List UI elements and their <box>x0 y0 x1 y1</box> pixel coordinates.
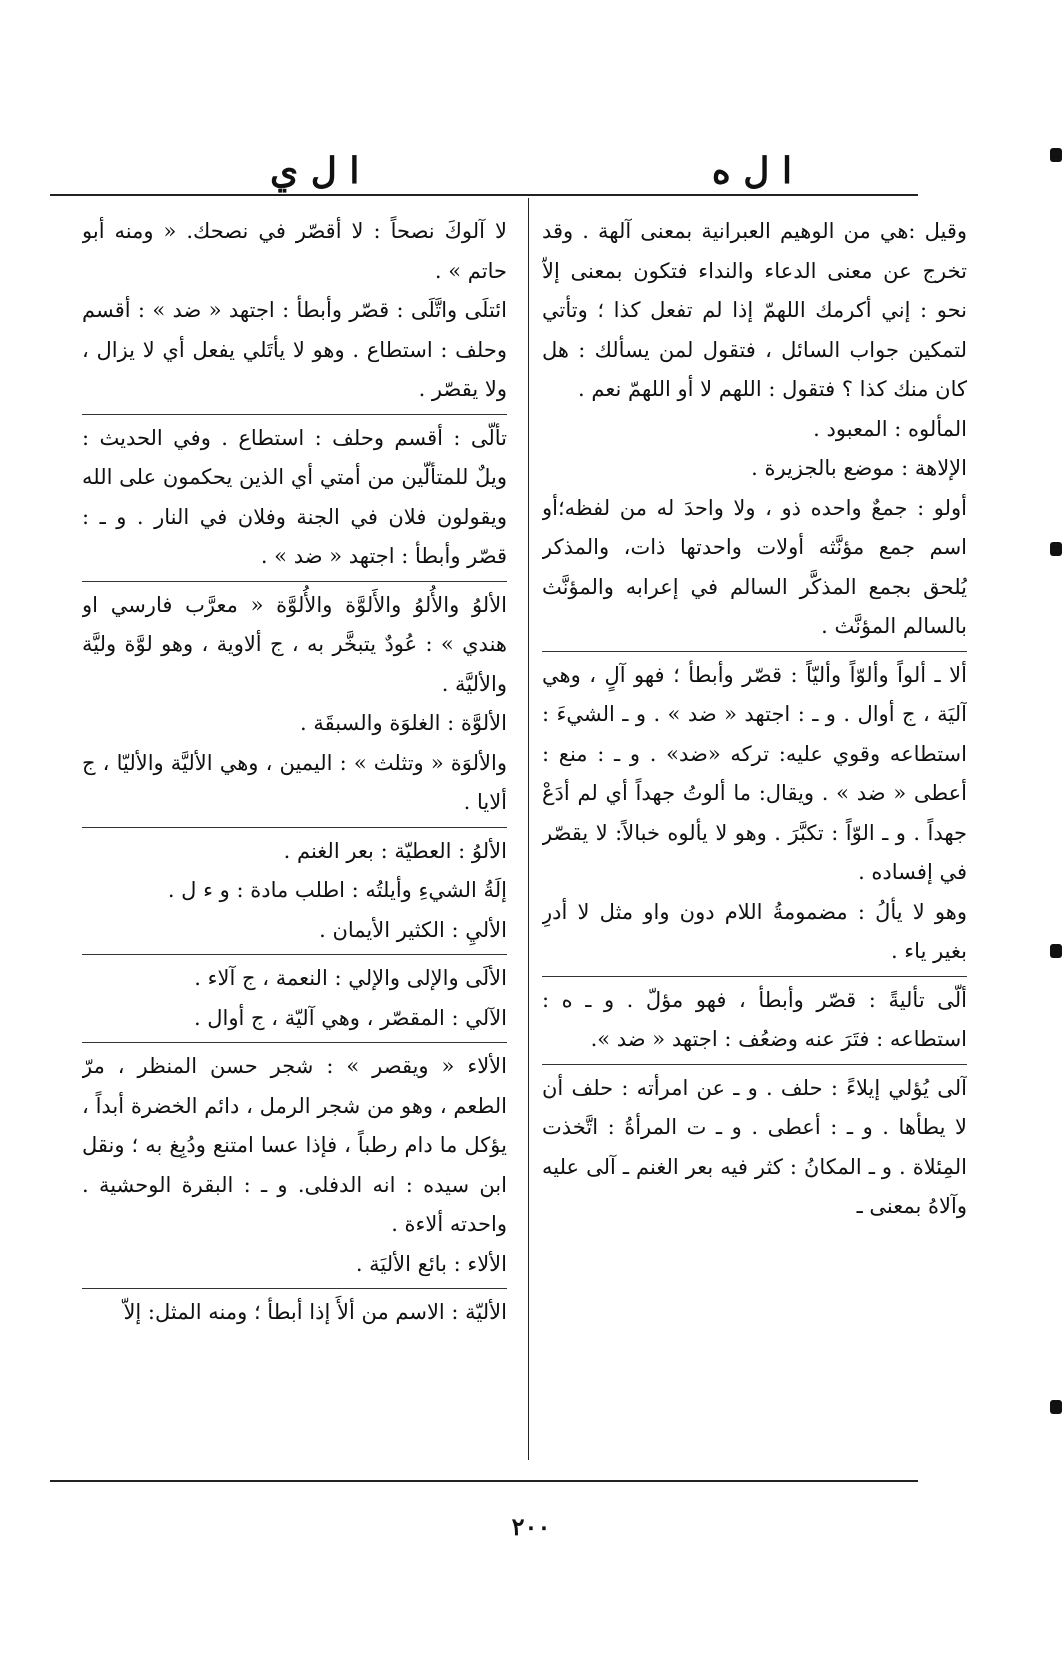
entry-divider <box>82 1288 507 1289</box>
edge-marker-top <box>1050 148 1062 162</box>
entry-divider <box>542 1064 967 1065</box>
dictionary-entry: الأليّة : الاسم من ألأَ إذا أبطأ ؛ ومنه المثل: إلاّ <box>123 1300 507 1324</box>
dictionary-entry: الألوُ : العطيّة : بعر الغنم . <box>283 838 507 863</box>
dictionary-entry: الآلي : المقصّر ، وهي آليّة ، ج أوال . <box>193 1005 507 1030</box>
edge-marker-bottom <box>1050 1400 1062 1414</box>
entry-divider <box>82 414 507 415</box>
dictionary-entry: وهو لا يألُ : مضمومةُ اللام دون واو مثل لا أدرِ بغير ياء . <box>542 899 967 963</box>
left-column <box>82 212 507 1460</box>
entry-divider <box>82 827 507 828</box>
dictionary-entry: الألاء « ويقصر » : شجر حسن المنظر ، مرّ الطعم ، وهو من شجر الرمل ، دائم الخضرة أبداً ، يؤكل ما دام رطباً ، فإذا عسا امتنع ودُبِغ به ؛ ونقل ابن سيده : انه الدفلى. و ـ : البقرة الوحشية . واحدته ألاءة . <box>82 1054 507 1236</box>
entry-divider <box>82 954 507 955</box>
entry-divider <box>82 1042 507 1043</box>
dictionary-entry: لا آلوكَ نصحاً : لا أقصّر في نصحك. « ومنه أبو حاتم » . <box>82 219 507 283</box>
bottom-rule <box>50 1480 918 1482</box>
dictionary-entry: ائتلَى واتَّلَى : قصّر وأبطأ : اجتهد « ضد » : أقسم وحلف : استطاع . وهو لا يأتَلي يفعل أي لا يزال ، ولا يقصّر . <box>82 298 507 401</box>
dictionary-entry: ألّى تأليةً : قصّر وأبطأ ، فهو مؤلّ . و ـ ه : استطاعه : فتَرَ عنه وضعُف : اجتهد « ضد ». <box>542 987 967 1051</box>
dictionary-entry: الألوَّة : الغلوَة والسبقَة . <box>299 711 507 735</box>
entry-divider <box>542 976 967 977</box>
edge-marker-upper <box>1050 542 1062 556</box>
dictionary-entry: أولو : جمعٌ واحده ذو ، ولا واحدَ له من لفظه؛أو اسم جمع مؤنَّثه أولات واحدتها ذات، والمذكر يُلحق بجمع المذكَّر السالم في إعرابه والمؤنَّث بالسالم المؤنَّث . <box>542 495 967 638</box>
running-header-left: ا ل ي <box>270 150 360 192</box>
dictionary-entry: والألوَة « وتثلث » : اليمين ، وهي الأليَّة والأليّا ، ج ألايا . <box>82 750 507 814</box>
dictionary-entry: المألوه : المعبود . <box>813 416 967 441</box>
dictionary-entry: إلَةُ الشيءِ وأيلتُه : اطلب مادة : و ء ل . <box>167 878 507 902</box>
dictionary-entry: الإلاهة : موضع بالجزيرة . <box>751 456 967 480</box>
dictionary-entry: ألا ـ ألواً وألوّاً وأليّاً : قصّر وأبطأ ؛ فهو آلٍ ، وهي آليَة ، ج أوال . و ـ : اجتهد « ضد » . و ـ الشيءَ : استطاعه وقوي عليه: تركه «ضد» . و ـ : منع : أعطى « ضد » . ويقال: ما ألوتُ جهداً أي لم أدَعْ جهداً . و ـ الوّاً : تكبَّرَ . وهو لا يألوه خبالاً: لا يقصّر في إفساده . <box>542 662 967 884</box>
right-column <box>542 212 967 1460</box>
column-divider <box>528 198 529 1460</box>
dictionary-entry: تألّى : أقسم وحلف : استطاع . وفي الحديث : ويلٌ للمتألّين من أمتي أي الذين يحكمون على الله ويقولون فلان في الجنة وفلان في النار . و ـ : قصّر وأبطأ : اجتهد « ضد » . <box>82 425 507 568</box>
dictionary-entry: الألَى والإلى والإلي : النعمة ، ج آلاء . <box>194 966 507 990</box>
edge-marker-middle <box>1050 944 1062 958</box>
dictionary-entry: الأليِ : الكثير الأيمان . <box>319 917 507 942</box>
running-header-right: ا ل ه <box>711 150 792 192</box>
dictionary-entry: الألوُ والأُلوُ والأَلوَّة والأُلوَّة « معرَّب فارسي او هندي » : عُودٌ يتبخَّر به ، ج ألاوية ، وهو لوَّة وليَّة والأليَّة . <box>82 592 507 696</box>
dictionary-entry: الألاء : بائع الأليَة . <box>355 1251 507 1276</box>
dictionary-entry: وقيل :هي من الوهيم العبرانية بمعنى آلهة . وقد تخرج عن معنى الدعاء والنداء فتكون بمعنى إلاّ نحو : إني أكرمك اللهمّ إذا لم تفعل كذا ؛ وتأتي لتمكين جواب السائل ، فتقول لمن يسألك : هل كان منك كذا ؟ فتقول : اللهم لا أو اللهمّ نعم . <box>542 219 967 401</box>
dictionary-entry: آلى يُؤلي إيلاءً : حلف . و ـ عن امرأته : حلف أن لا يطأها . و ـ : أعطى . و ـ ت المرأةُ : اتَّخذت المِئلاة . و ـ المكانُ : كثر فيه بعر الغنم ـ آلى عليه وآلاهُ بمعنى ـ <box>542 1075 967 1218</box>
entry-divider <box>82 581 507 582</box>
page-number: ٢٠٠ <box>511 1512 551 1541</box>
top-rule <box>50 194 918 196</box>
entry-divider <box>542 651 967 652</box>
